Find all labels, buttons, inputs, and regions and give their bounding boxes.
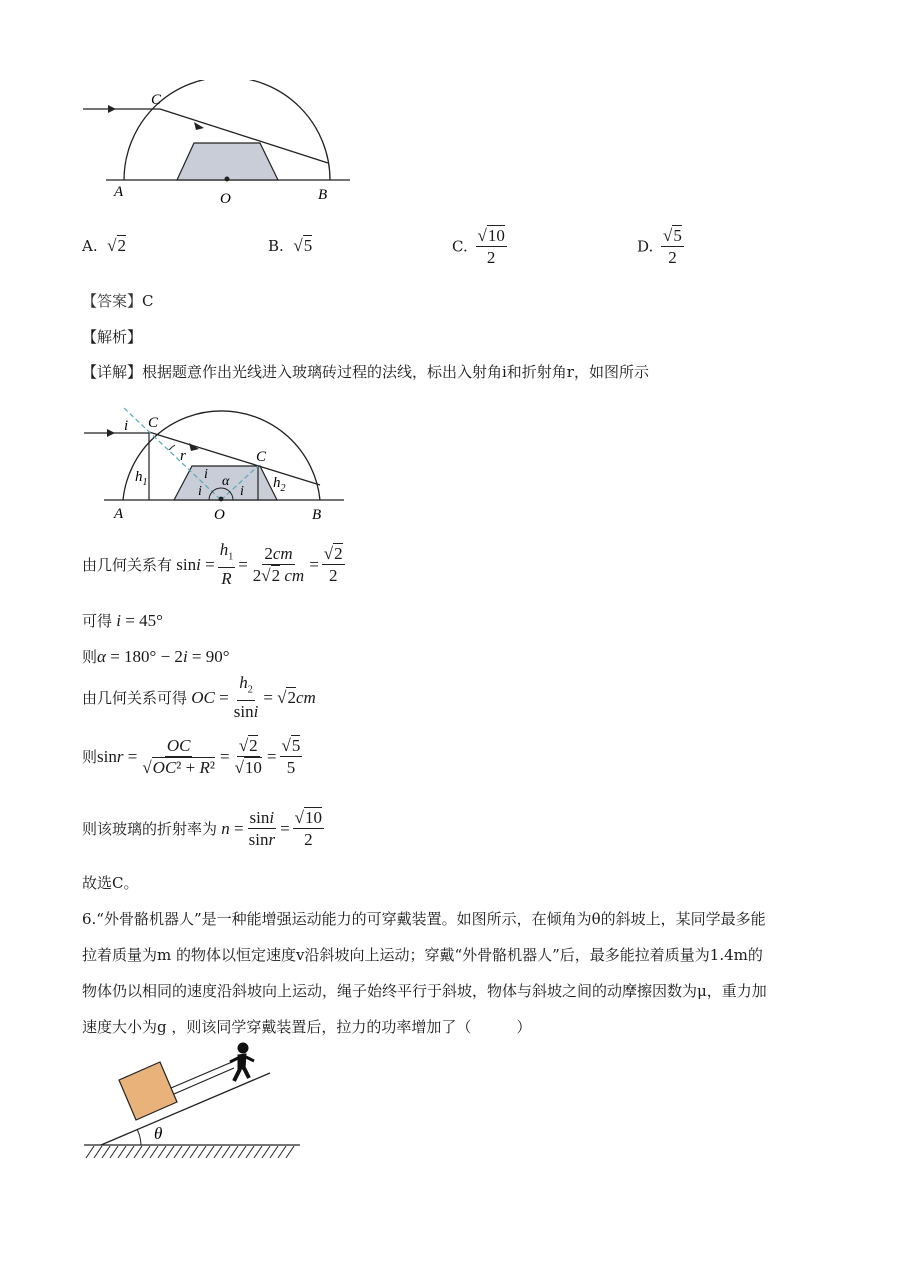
answer-tag: 【答案】 xyxy=(82,292,143,310)
answer-value: C xyxy=(142,292,154,310)
option-c: C. $\frac{√10}{2}$ xyxy=(452,226,505,267)
fig2-label-i-right: i xyxy=(240,484,244,499)
option-a: A. √2 xyxy=(82,236,126,255)
fig2-label-r: r xyxy=(180,448,186,464)
conclusion: 故选C。 xyxy=(82,874,139,892)
answer-line xyxy=(82,290,154,312)
fig2-label-o: O xyxy=(214,507,225,523)
step-3: 则α = 180° − 2i = 90° xyxy=(82,647,230,666)
fig2-label-i-top: i xyxy=(124,418,129,434)
fig2-label-i-left: i xyxy=(198,484,202,499)
fig1-label-o: O xyxy=(220,191,231,207)
fig1-label-a: A xyxy=(114,184,124,200)
fig2-label-a: A xyxy=(114,506,124,522)
fig2-label-c1: C xyxy=(148,415,159,431)
step-2: 可得 i = 45° xyxy=(82,611,163,630)
theta-label: θ xyxy=(154,1124,163,1143)
option-d: D. $\frac{√5}{2}$ xyxy=(637,226,682,267)
fig1-label-b: B xyxy=(318,187,328,203)
step-6: 则该玻璃的折射率为 n = $\frac{\sin i}{\sin r}$ = $\frac{√10}{2}$ xyxy=(82,807,323,849)
question-6-line-1: 6.“外骨骼机器人”是一种能增强运动能力的可穿戴装置。如图所示，在倾角为θ的斜坡上，某同学最多能 xyxy=(82,910,766,928)
fig2-label-alpha: α xyxy=(222,474,230,489)
fig2-label-h2: $h_2$ xyxy=(273,475,286,494)
step-1: 由几何关系有 sini = $\frac{h_1}{R}$ = $\frac{2cm}{2√2 cm}$ = $\frac{√2}{2}$ xyxy=(82,539,343,589)
analysis-tag: 【解析】 xyxy=(82,328,143,346)
fig2-label-b: B xyxy=(312,507,322,523)
box-block xyxy=(119,1062,177,1120)
step-4: 由几何关系可得 OC = $\frac{h_2}{\sin i}$ = √2cm xyxy=(82,672,316,722)
question-6-line-2: 拉着质量为m 的物体以恒定速度v沿斜坡向上运动；穿戴“外骨骼机器人”后，最多能拉着质量为1.4m的 xyxy=(82,946,763,964)
person-icon xyxy=(230,1043,254,1081)
fig2-label-h1: $h_1$ xyxy=(135,469,148,488)
question-6-line-4: 速度大小为g ，则该同学穿戴装置后，拉力的功率增加了（ ） xyxy=(82,1018,532,1036)
question-6-line-3: 物体仍以相同的速度沿斜坡向上运动，绳子始终平行于斜坡，物体与斜坡之间的动摩擦因数为μ，重力加 xyxy=(82,982,767,1000)
detail-text: 【详解】根据题意作出光线进入玻璃砖过程的法线，标出入射角i和折射角r，如图所示 xyxy=(82,363,649,381)
figure-semicircle-glass xyxy=(75,80,365,210)
figure-incline-slope xyxy=(80,1040,310,1165)
fig2-label-c2: C xyxy=(256,449,267,465)
option-b: B. √5 xyxy=(268,236,313,255)
figure-refraction-analysis xyxy=(75,395,375,525)
fig1-label-c: C xyxy=(151,92,162,108)
step-5: 则 sinr = $\frac{OC}{\text{√OC² + R²}}$ = $\frac{√2}{√10}$ = $\frac{√5}{5}$ xyxy=(82,735,301,777)
fig2-label-i-mid: i xyxy=(204,467,208,482)
